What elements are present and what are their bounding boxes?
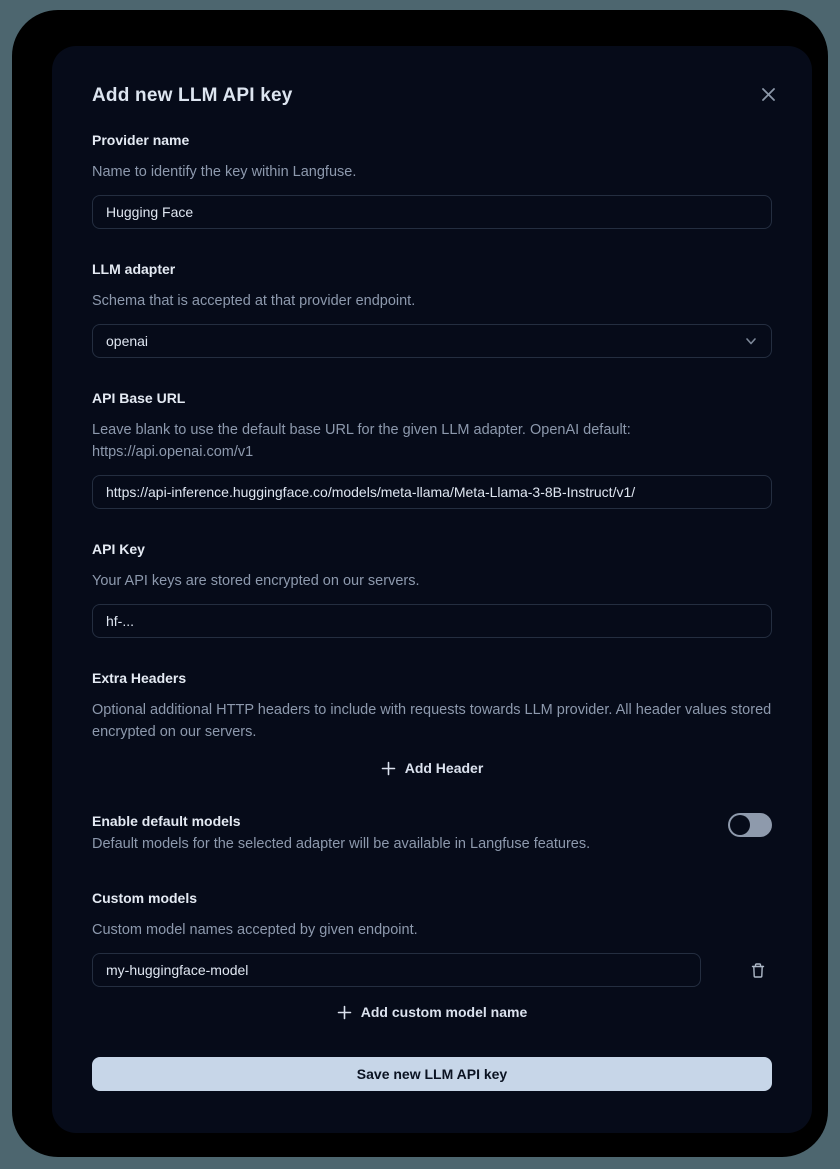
enable-default-models-toggle[interactable] <box>728 813 772 837</box>
chevron-down-icon <box>744 334 758 348</box>
api-base-url-input[interactable] <box>92 475 772 509</box>
plus-icon <box>381 761 396 776</box>
llm-adapter-select[interactable] <box>92 324 772 358</box>
add-header-button[interactable] <box>92 755 772 781</box>
enable-default-models-description: Default models for the selected adapter will be available in Langfuse features. <box>92 836 591 852</box>
enable-default-models-label: Enable default models <box>92 813 241 829</box>
close-icon <box>761 87 776 102</box>
enable-default-models-row <box>92 811 772 855</box>
api-key-input[interactable] <box>92 604 772 638</box>
add-llm-api-key-modal <box>52 46 812 1133</box>
modal-title: Add new LLM API key <box>92 85 293 106</box>
custom-model-input[interactable] <box>92 953 701 987</box>
api-key-label: API Key <box>92 541 145 557</box>
custom-models-label: Custom models <box>92 890 198 906</box>
provider-name-field <box>92 130 772 229</box>
custom-models-description: Custom model names accepted by given endpoint. <box>92 922 418 938</box>
custom-model-row <box>92 953 772 987</box>
custom-models-field <box>92 888 772 1025</box>
add-header-button-label: Add Header <box>404 760 484 776</box>
add-custom-model-button[interactable] <box>92 999 772 1025</box>
llm-adapter-description: Schema that is accepted at that provider endpoint. <box>92 293 416 309</box>
modal-shadow <box>12 10 828 1157</box>
extra-headers-field <box>92 668 772 781</box>
provider-name-label: Provider name <box>92 132 190 148</box>
provider-name-description: Name to identify the key within Langfuse. <box>92 164 357 180</box>
api-key-description: Your API keys are stored encrypted on our servers. <box>92 573 420 589</box>
provider-name-input[interactable] <box>92 195 772 229</box>
api-base-url-description: Leave blank to use the default base URL for the given LLM adapter. OpenAI default: https://api.openai.com/v1 <box>92 422 631 460</box>
plus-icon <box>337 1005 352 1020</box>
trash-icon <box>750 962 766 979</box>
close-button[interactable] <box>756 82 780 106</box>
llm-adapter-field <box>92 259 772 358</box>
add-custom-model-button-label: Add custom model name <box>360 1004 528 1020</box>
save-button[interactable]: Save new LLM API key <box>92 1057 772 1091</box>
api-base-url-field <box>92 388 772 509</box>
toggle-knob <box>730 815 750 835</box>
api-base-url-label: API Base URL <box>92 390 186 406</box>
enable-default-models-text <box>92 811 590 855</box>
llm-adapter-selected-value: openai <box>106 333 149 349</box>
delete-custom-model-button[interactable] <box>744 956 772 984</box>
extra-headers-label: Extra Headers <box>92 670 187 686</box>
api-key-field <box>92 539 772 638</box>
extra-headers-description: Optional additional HTTP headers to include with requests towards LLM provider. All header values stored encrypted on our servers. <box>92 702 772 740</box>
llm-adapter-label: LLM adapter <box>92 261 176 277</box>
